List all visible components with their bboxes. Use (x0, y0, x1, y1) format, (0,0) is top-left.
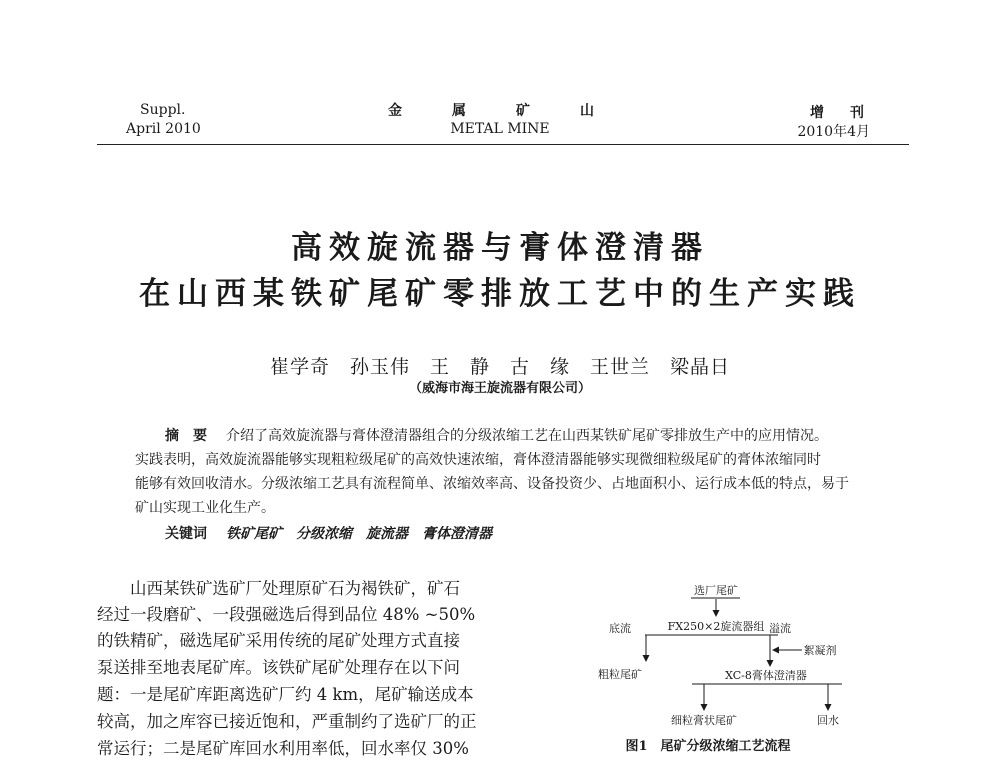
header-date-cn: 2010年4月 (797, 124, 870, 140)
author-list: 崔学奇 孙玉伟 王 静 古 缘 王世兰 梁晶日 (269, 356, 730, 378)
body-line: 题：一是尾矿库距离选矿厂约 4 km，尾矿输送成本 (97, 685, 474, 704)
header-suppl-cn: 增 刊 (810, 105, 870, 121)
keywords-label: 关键词 (165, 526, 207, 542)
affiliation: （威海市海王旋流器有限公司） (408, 381, 591, 396)
abstract-line: 实践表明，高效旋流器能够实现粗粒级尾矿的高效快速浓缩，膏体澄清器能够实现微细粒级尾矿的膏体浓缩同时 (135, 452, 821, 468)
flow-node-water: 回水 (817, 714, 839, 727)
abstract-line: 矿山实现工业化生产。 (135, 500, 275, 516)
paper-title-line1: 高效旋流器与膏体澄清器 (291, 230, 709, 266)
body-line: 常运行；二是尾矿库回水利用率低，回水率仅 30% (97, 739, 469, 758)
keywords-text: 铁矿尾矿 分级浓缩 旋流器 膏体澄清器 (226, 526, 492, 542)
body-line: 经过一段磨矿、一段强磁选后得到品位 48% ~50% (97, 605, 476, 624)
abstract-line: 能够有效回收清水。分级浓缩工艺具有流程简单、浓缩效率高、设备投资少、占地面积小、运行成本低的特点，易于 (135, 476, 849, 492)
flow-node-clarifier: XC-8膏体澄清器 (725, 669, 807, 682)
abstract-label: 摘 要 (165, 428, 207, 444)
paper-title-line2: 在山西某铁矿尾矿零排放工艺中的生产实践 (139, 276, 861, 312)
body-line: 山西某铁矿选矿厂处理原矿石为褐铁矿，矿石 (130, 579, 460, 598)
header-journal-cn: 金 属 矿 山 (388, 103, 612, 119)
abstract-line: 介绍了高效旋流器与膏体澄清器组合的分级浓缩工艺在山西某铁矿尾矿零排放生产中的应用情况。 (226, 428, 828, 444)
header-journal-en: METAL MINE (450, 121, 550, 137)
body-line: 的铁精矿，磁选尾矿采用传统的尾矿处理方式直接 (97, 631, 460, 650)
flow-node-tailings: 选厂尾矿 (694, 584, 738, 597)
flow-label-flocculant: 絮凝剂 (803, 644, 837, 657)
flow-label-overflow: 溢流 (769, 622, 791, 635)
header-date-en: April 2010 (126, 121, 201, 137)
figure-caption: 图1 尾矿分级浓缩工艺流程 (625, 739, 791, 754)
header-suppl: Suppl. (140, 102, 186, 118)
flow-node-cyclone: FX250×2旋流器组 (667, 620, 765, 633)
body-line: 泵送排至地表尾矿库。该铁矿尾矿处理存在以下问 (97, 658, 460, 677)
header-rule (97, 144, 909, 145)
flowchart-figure (580, 578, 910, 760)
flow-label-underflow: 底流 (609, 622, 631, 635)
body-line: 较高，加之库容已接近饱和，严重制约了选矿厂的正 (97, 712, 477, 731)
flow-node-fine: 细粒膏状尾矿 (671, 714, 737, 727)
flow-node-coarse: 粗粒尾矿 (598, 668, 642, 681)
